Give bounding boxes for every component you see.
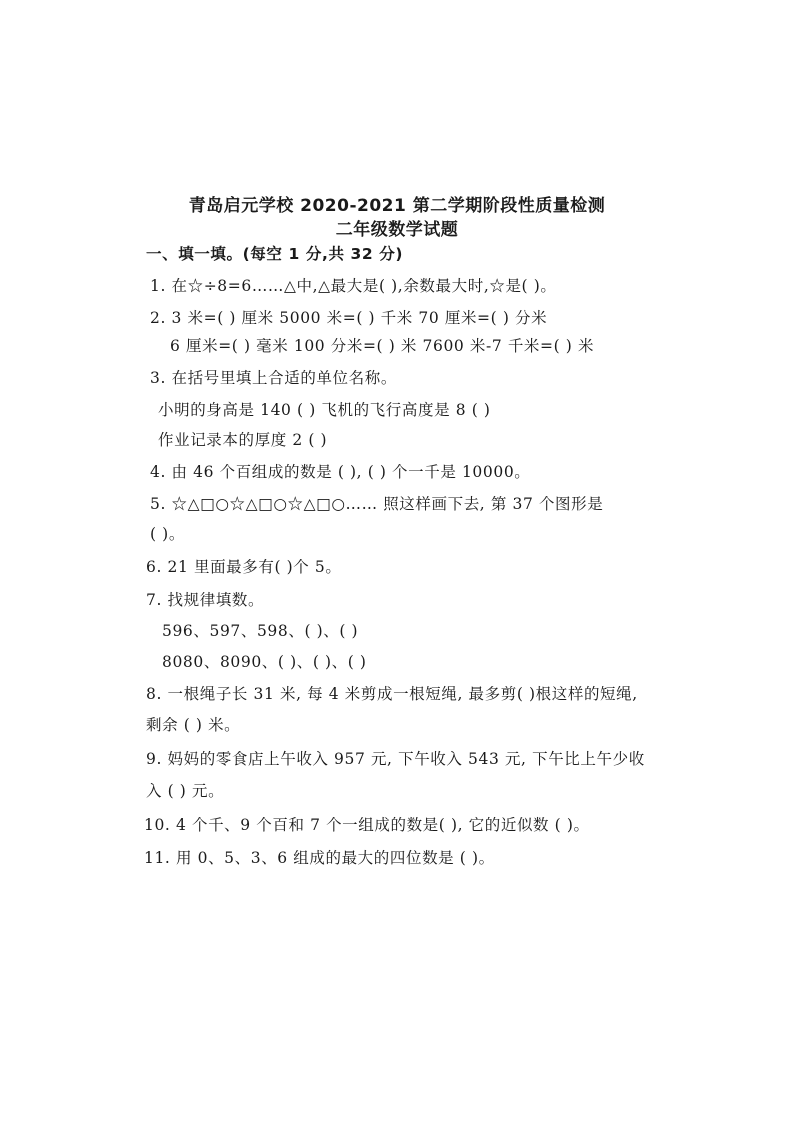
question-2-line-2: 6 厘米=( ) 毫米 100 分米=( ) 米 7600 米-7 千米=( ) 米: [170, 337, 595, 355]
question-7-line-2: 8080、8090、( )、( )、( ): [162, 653, 367, 671]
question-4: 4. 由 46 个百组成的数是 ( ), ( ) 个一千是 10000。: [150, 463, 531, 481]
exam-subtitle: 二年级数学试题: [335, 220, 459, 240]
question-3-line-1: 小明的身高是 140 ( ) 飞机的飞行高度是 8 ( ): [158, 401, 491, 419]
question-2-line-1: 2. 3 米=( ) 厘米 5000 米=( ) 千米 70 厘米=( ) 分米: [150, 309, 548, 327]
question-3: 3. 在括号里填上合适的单位名称。: [150, 369, 397, 387]
question-7-line-1: 596、597、598、( )、( ): [162, 622, 359, 640]
question-10: 10. 4 个千、9 个百和 7 个一组成的数是( ), 它的近似数 ( )。: [144, 816, 590, 834]
question-6: 6. 21 里面最多有( )个 5。: [146, 558, 342, 576]
question-5-line-1: 5. ☆△□○☆△□○☆△□○…… 照这样画下去, 第 37 个图形是: [150, 495, 604, 513]
question-7: 7. 找规律填数。: [146, 591, 265, 609]
question-5-line-2: ( )。: [150, 525, 185, 543]
question-9-line-1: 9. 妈妈的零食店上午收入 957 元, 下午收入 543 元, 下午比上午少收: [146, 750, 645, 768]
question-3-line-2: 作业记录本的厚度 2 ( ): [158, 431, 328, 449]
section-heading: 一、填一填。(每空 1 分,共 32 分): [146, 245, 404, 263]
question-1: 1. 在☆÷8=6……△中,△最大是( ),余数最大时,☆是( )。: [150, 277, 557, 295]
question-11: 11. 用 0、5、3、6 组成的最大的四位数是 ( )。: [144, 849, 495, 867]
question-9-line-2: 入 ( ) 元。: [146, 782, 225, 800]
exam-title: 青岛启元学校 2020-2021 第二学期阶段性质量检测: [188, 196, 606, 216]
question-8-line-1: 8. 一根绳子长 31 米, 每 4 米剪成一根短绳, 最多剪( )根这样的短绳,: [146, 685, 638, 703]
question-8-line-2: 剩余 ( ) 米。: [146, 716, 241, 734]
